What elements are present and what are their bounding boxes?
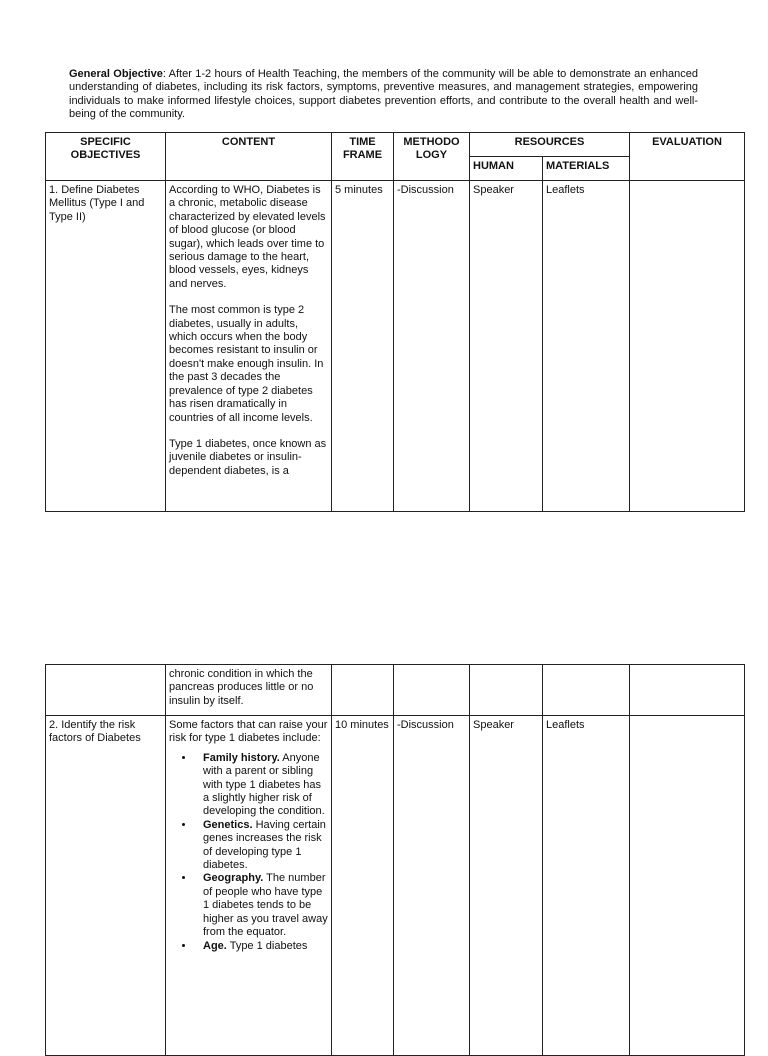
general-objective-text: : After 1-2 hours of Health Teaching, the members of the community will be able to demonstrate an enhanced understanding of diabetes, including its risk factors, symptoms, preventive measures, and management strategies, empowering individuals to make informed lifestyle choices, support diabetes prevention efforts, and contribute to the overall health and well-being of the community. <box>69 68 698 121</box>
list-item: • Age. Type 1 diabetes <box>195 940 328 953</box>
header-time-frame: TIME FRAME <box>332 133 394 181</box>
row1-evaluation <box>630 181 745 512</box>
header-evaluation: EVALUATION <box>630 133 745 181</box>
row2-content-intro: Some factors that can raise your risk for type 1 diabetes include: <box>169 719 328 745</box>
row1-materials: Leaflets <box>543 181 630 512</box>
row1-cont-time <box>332 665 394 716</box>
row1-cont-human <box>470 665 543 716</box>
row1-content-p1: According to WHO, Diabetes is a chronic, metabolic disease characterized by elevated levels of blood glucose (or blood sugar), which leads over time to serious damage to the heart, blood vessels, eyes, kidneys and nerves. <box>169 184 326 290</box>
row1-human: Speaker <box>470 181 543 512</box>
list-item: • Geography. The number of people who have type 1 diabetes tends to be higher as you travel away from the equator. <box>195 872 328 939</box>
row1-cont-objective <box>46 665 166 716</box>
row1-cont-method <box>394 665 470 716</box>
row2-content <box>166 716 332 1056</box>
teaching-plan-table <box>45 132 745 512</box>
header-content: CONTENT <box>166 133 332 181</box>
row2-evaluation <box>630 716 745 1056</box>
table-row <box>46 181 745 512</box>
row1-time: 5 minutes <box>332 181 394 512</box>
row2-human: Speaker <box>470 716 543 1056</box>
row1-objective: 1. Define Diabetes Mellitus (Type I and Type II) <box>46 181 166 512</box>
header-specific-objectives: SPECIFIC OBJECTIVES <box>46 133 166 181</box>
row2-objective: 2. Identify the risk factors of Diabetes <box>46 716 166 1056</box>
row1-cont-materials <box>543 665 630 716</box>
table-row <box>46 716 745 1056</box>
row1-content <box>166 181 332 512</box>
list-item: • Family history. Anyone with a parent or sibling with type 1 diabetes has a slightly higher risk of developing the condition. <box>195 752 328 819</box>
list-item: • Genetics. Having certain genes increases the risk of developing type 1 diabetes. <box>195 819 328 873</box>
header-human: HUMAN <box>470 157 543 181</box>
row2-time: 10 minutes <box>332 716 394 1056</box>
header-methodology: METHODO LOGY <box>394 133 470 181</box>
table-row <box>46 665 745 716</box>
row2-materials: Leaflets <box>543 716 630 1056</box>
row1-cont-evaluation <box>630 665 745 716</box>
row2-method: -Discussion <box>394 716 470 1056</box>
general-objective <box>69 68 698 122</box>
risk-factor-list <box>169 752 328 953</box>
header-resources: RESOURCES <box>470 133 630 157</box>
general-objective-label: General Objective <box>69 68 163 80</box>
header-materials: MATERIALS <box>543 157 630 181</box>
row1-method: -Discussion <box>394 181 470 512</box>
row1-content-p3: Type 1 diabetes, once known as juvenile diabetes or insulin-dependent diabetes, is a <box>169 437 327 477</box>
teaching-plan-table-continued <box>45 664 745 1056</box>
row1-content-p2: The most common is type 2 diabetes, usually in adults, which occurs when the body becomes resistant to insulin or doesn't make enough insulin. In the past 3 decades the prevalence of type 2 diabetes has risen dramatically in countries of all income levels. <box>169 304 324 424</box>
row1-cont-content: chronic condition in which the pancreas produces little or no insulin by itself. <box>166 665 332 716</box>
